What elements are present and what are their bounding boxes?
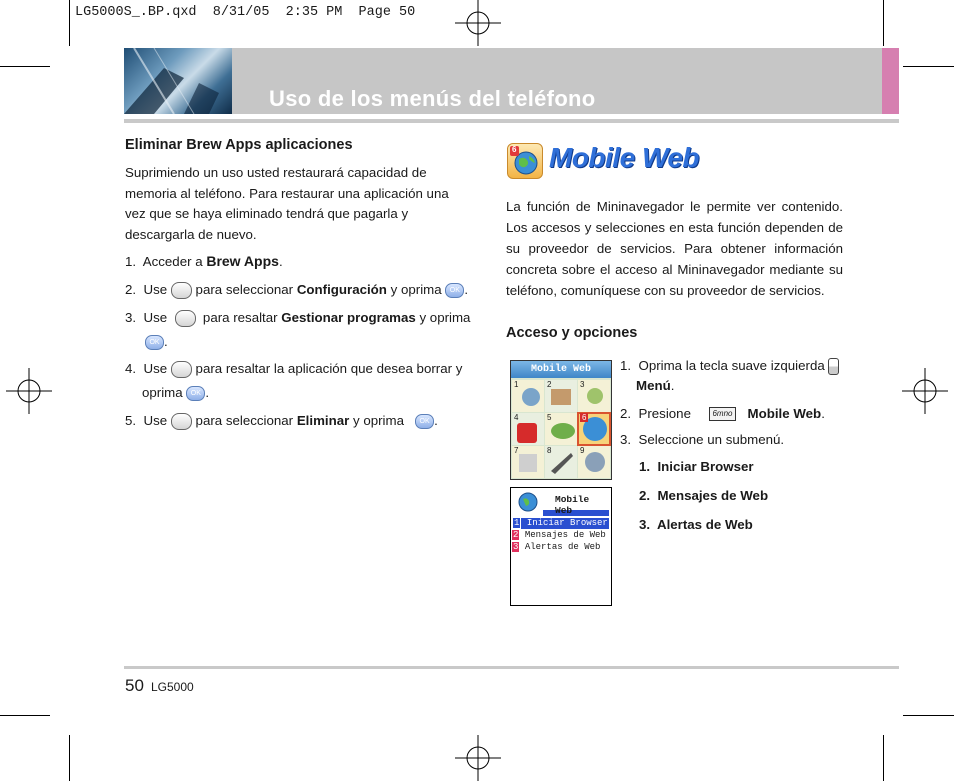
- item-label: Alertas de Web: [524, 542, 601, 552]
- crop-mark: [69, 735, 70, 781]
- left-soft-key-icon: [828, 358, 839, 375]
- ok-key-icon: OK: [415, 414, 434, 429]
- page-title: Uso de los menús del teléfono: [269, 86, 596, 111]
- step-text: para resaltar: [202, 310, 282, 326]
- intro-paragraph: [125, 163, 465, 245]
- text-line: vez que se haya eliminado tendrá que pagarla y: [125, 206, 409, 221]
- step-number: 5.: [125, 413, 137, 429]
- registration-mark: [455, 0, 501, 46]
- step-text: Use: [143, 282, 168, 298]
- step-number: 1.: [125, 254, 137, 269]
- section-tab: [882, 48, 899, 114]
- key-6-icon: 6mno: [709, 407, 736, 421]
- step-number: 2.: [125, 282, 137, 298]
- step-text: para seleccionar: [195, 413, 297, 429]
- step-text: oprima: [142, 385, 183, 400]
- step-4: [125, 361, 462, 378]
- item-number: 3: [513, 542, 519, 552]
- step-end: .: [670, 378, 675, 393]
- step-text: y oprima: [415, 310, 471, 326]
- step-end: .: [205, 385, 210, 400]
- step-end: .: [278, 254, 283, 269]
- crop-mark: [0, 66, 50, 67]
- access-step-1: [620, 358, 839, 375]
- step-bold: Gestionar programas: [281, 310, 416, 326]
- crop-mark: [883, 735, 884, 781]
- menu-item: [512, 542, 600, 553]
- step-text: Acceder a: [142, 254, 207, 269]
- step-number: 4.: [125, 361, 137, 377]
- step-text: para seleccionar: [195, 282, 297, 298]
- crop-mark: [69, 0, 70, 46]
- crop-mark: [0, 715, 50, 716]
- submenu-item: 3. Alertas de Web: [639, 517, 753, 532]
- crop-mark: [883, 0, 884, 46]
- crop-mark: [903, 66, 954, 67]
- step-4-cont: [142, 385, 209, 401]
- grid-number: 2: [547, 380, 552, 389]
- menu-item: [512, 530, 606, 541]
- step-end: .: [434, 413, 438, 429]
- registration-mark: [6, 368, 52, 414]
- submenu-item: 1. Iniciar Browser: [639, 459, 754, 474]
- item-label: Iniciar Browser: [526, 518, 608, 528]
- icon-badge: 6: [512, 145, 517, 154]
- step-text: Use: [143, 361, 168, 377]
- model-name: LG5000: [151, 680, 194, 694]
- file-slug: LG5000S_.BP.qxd 8/31/05 2:35 PM Page 50: [75, 5, 416, 20]
- step-text: Use: [143, 310, 168, 326]
- nav-up-down-key-icon: [171, 413, 192, 430]
- step-3-cont: [145, 334, 168, 350]
- step-text: Use: [143, 413, 168, 429]
- divider: [124, 666, 899, 669]
- section-heading: Acceso y opciones: [506, 325, 638, 341]
- grid-number: 7: [514, 446, 519, 455]
- access-step-2: [620, 406, 825, 421]
- step-text: Oprima la tecla suave izquierda: [638, 358, 825, 374]
- step-5: [125, 413, 438, 430]
- divider: [124, 119, 899, 123]
- grid-number: 6: [582, 413, 587, 422]
- description-paragraph: La función de Mininavegador le permite ver contenido. Los accesos y selecciones en esta función dependen de su proveedor de servicios. Para obtener información concreta sobre el acceso al Mininavegador mediante su teléfono, comuníquese con su proveedor de servicios.: [506, 199, 843, 298]
- step-bold: Eliminar: [296, 413, 350, 429]
- screen-title: Mobile Web: [555, 494, 590, 516]
- step-text: Seleccione un submenú.: [638, 432, 785, 447]
- step-text: y oprima: [349, 413, 404, 429]
- step-bold: Brew Apps: [206, 253, 279, 269]
- nav-up-down-key-icon: [175, 310, 196, 327]
- screen-title: Mobile Web: [531, 364, 592, 375]
- grid-number: 9: [580, 446, 585, 455]
- step-end: .: [464, 282, 469, 298]
- text-line: descargarla de nuevo.: [125, 226, 257, 242]
- access-step-3: [620, 432, 784, 447]
- grid-number: 3: [580, 380, 585, 389]
- step-number: 3.: [620, 432, 632, 447]
- registration-mark: [902, 368, 948, 414]
- nav-left-right-key-icon: [171, 282, 192, 299]
- item-number: 2: [513, 530, 519, 540]
- menu-item: [512, 518, 609, 529]
- grid-number: 5: [547, 413, 552, 422]
- step-number: 3.: [125, 310, 137, 326]
- text-line: memoria al teléfono. Para restaurar una aplicación una: [125, 185, 449, 201]
- mobile-web-globe-icon: [507, 143, 543, 179]
- registration-mark: [455, 735, 501, 781]
- text-line: Suprimiendo un uso usted restaurará capacidad de: [125, 165, 427, 180]
- nav-up-down-key-icon: [171, 361, 192, 378]
- header-photo: [124, 48, 232, 114]
- submenu-item: 2. Mensajes de Web: [639, 488, 769, 503]
- grid-number: 1: [514, 380, 519, 389]
- step-1: [125, 253, 283, 269]
- crop-mark: [903, 715, 954, 716]
- grid-number: 8: [547, 446, 552, 455]
- grid-number: 4: [514, 413, 519, 422]
- phone-screen-menu: [510, 360, 612, 480]
- ok-key-icon: OK: [445, 283, 464, 298]
- item-number: 1: [514, 518, 520, 528]
- step-end: .: [821, 406, 825, 421]
- ok-key-icon: OK: [145, 335, 164, 350]
- step-bold: Configuración: [296, 282, 387, 298]
- ok-key-icon: OK: [186, 386, 205, 401]
- step-number: 1.: [620, 358, 632, 374]
- section-title: Mobile Web: [549, 142, 700, 173]
- phone-screen-submenu: [510, 487, 612, 606]
- access-step-1-cont: [636, 378, 674, 393]
- step-text: para resaltar la aplicación que desea borrar y: [195, 361, 463, 377]
- step-text: y oprima: [386, 282, 442, 298]
- step-text: Presione: [638, 406, 691, 421]
- section-heading: Eliminar Brew Apps aplicaciones: [125, 137, 353, 153]
- step-bold: Mobile Web: [747, 406, 822, 421]
- step-number: 2.: [620, 406, 632, 421]
- step-end: .: [164, 334, 168, 349]
- step-2: [125, 282, 468, 299]
- step-bold: Menú: [636, 378, 671, 393]
- step-3: [125, 310, 470, 327]
- item-label: Mensajes de Web: [524, 530, 606, 540]
- page-number: 50: [125, 676, 144, 695]
